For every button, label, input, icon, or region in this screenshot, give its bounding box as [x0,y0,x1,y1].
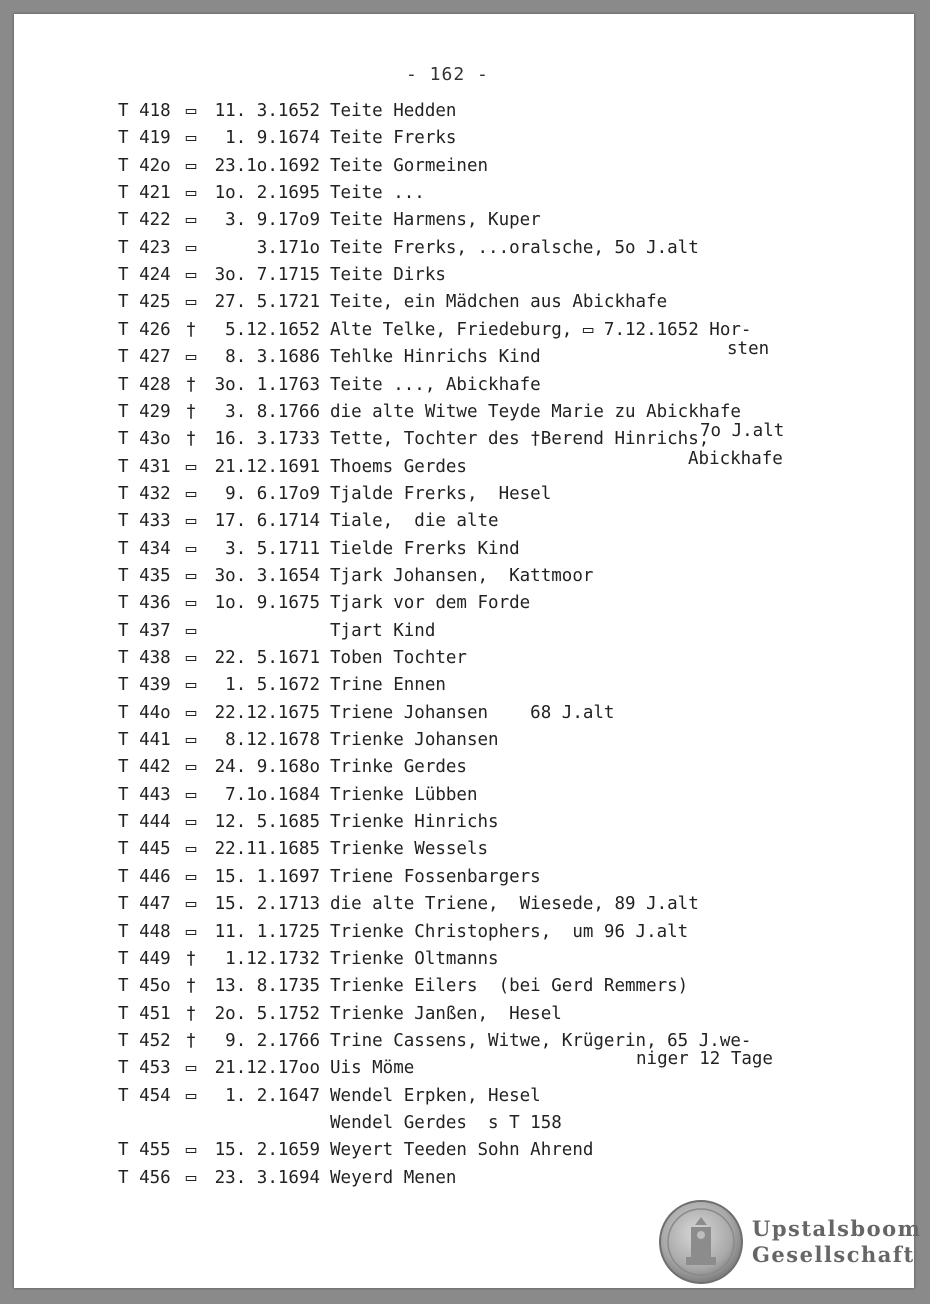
entry-row [118,265,446,285]
entry-id: T 436 [118,593,171,614]
entry-id: T 419 [118,128,171,149]
entry-text: Tjart Kind [330,620,436,641]
entry-date: 3o. 7.1715 [214,265,320,286]
entry-text: Teite Frerks, ...oralsche, 5o J.alt [330,237,699,258]
entry-symbol: ▭ [185,812,197,833]
entry-date: 22.11.1685 [214,839,320,860]
entry-date: 22. 5.1671 [214,648,320,668]
entry-date: 21.12.1691 [214,456,320,477]
entry-text: Tette, Tochter des †Berend Hinrichs, [330,429,710,450]
entry-text: Alte Telke, Friedeburg, ▭ 7.12.1652 Hor- [330,319,752,340]
entry-id: T 424 [118,265,171,286]
entry-symbol: ▭ [185,866,197,887]
entry-id: T 449 [118,948,171,969]
entry-date: 1. 2.1647 [225,1085,320,1106]
entry-row [118,402,741,422]
entry-date: 9. 2.1766 [225,1030,320,1051]
entry-row [118,320,751,340]
entry-id: T 422 [118,210,171,231]
entry-symbol: ▭ [185,1167,197,1188]
entry-date: 13. 8.1735 [214,976,320,997]
entry-symbol: † [185,401,197,422]
entry-row [118,894,699,914]
entry-date: 3o. 1.1763 [214,374,320,395]
entry-id: T 428 [118,374,171,395]
entry-id: T 439 [118,675,171,696]
entry-text: Teite Harmens, Kuper [330,210,541,231]
entry-row [118,703,614,723]
entry-id: T 45o [118,976,171,997]
note-abickhafe: Abickhafe [688,449,783,469]
entry-row [118,183,425,203]
entry-date: 11. 3.1652 [214,101,320,121]
entry-row [118,621,435,641]
entry-date: 23.1o.1692 [214,155,320,176]
entry-date: 5.12.1652 [225,319,320,340]
entry-id: T 456 [118,1167,171,1188]
entry-symbol: ▭ [185,183,197,204]
entry-row [118,347,541,367]
entry-date: 1o. 2.1695 [214,183,320,204]
entry-symbol: ▭ [185,210,197,231]
entry-id: T 421 [118,183,171,204]
entry-date: 16. 3.1733 [214,429,320,450]
entry-row [118,210,541,230]
entry-row [118,675,446,695]
entry-id: T 423 [118,237,171,258]
note-weniger-12-tage: niger 12 Tage [636,1049,773,1069]
entry-symbol: ▭ [185,757,197,778]
entry-id: T 437 [118,620,171,641]
entry-row [118,812,499,832]
entry-id: T 442 [118,757,171,778]
entry-date: 3. 8.1766 [225,401,320,422]
entry-symbol: ▭ [185,237,197,258]
entry-text: Trine Ennen [330,675,446,696]
entry-row [118,511,499,531]
entry-id: T 455 [118,1140,171,1161]
entry-text: Trinke Gerdes [330,757,467,778]
entry-id: T 438 [118,648,171,668]
entry-date: 21.12.17oo [214,1058,320,1079]
entry-symbol: ▭ [185,101,197,121]
note-horsten-continuation: sten [727,339,770,359]
entry-id: T 448 [118,921,171,942]
entry-row [118,429,709,449]
entry-id: T 453 [118,1058,171,1079]
entry-id: T 447 [118,894,171,915]
entry-row [118,457,467,477]
entry-row [118,539,520,559]
entry-date: 3. 5.1711 [225,538,320,559]
entry-symbol: † [185,948,197,969]
entry-date: 15. 2.1713 [214,894,320,915]
entry-text: Teite Gormeinen [330,155,489,176]
entry-row [118,1140,593,1160]
entry-row [118,757,467,777]
entry-text: Tjalde Frerks, Hesel [330,483,552,504]
entry-date: 22.12.1675 [214,702,320,723]
entry-date: 2o. 5.1752 [214,1003,320,1024]
entry-row [118,375,541,395]
entry-id: T 42o [118,155,171,176]
entry-text: Toben Tochter [330,648,467,668]
entry-symbol: ▭ [185,1085,197,1106]
entry-id: T 444 [118,812,171,833]
entry-symbol: ▭ [185,593,197,614]
entry-id: T 44o [118,702,171,723]
entry-text: Tjark Johansen, Kattmoor [330,565,594,586]
entry-symbol: ▭ [185,702,197,723]
entry-row [118,238,699,258]
entry-symbol: † [185,1030,197,1051]
entry-text: Triene Fossenbargers [330,866,541,887]
entry-row [118,566,593,586]
entry-symbol: ▭ [185,839,197,860]
entry-date: 12. 5.1685 [214,812,320,833]
entry-id: T 446 [118,866,171,887]
entry-id: T 445 [118,839,171,860]
entry-date: 7.1o.1684 [225,784,320,805]
entry-date: 24. 9.168o [214,757,320,778]
entry-symbol: ▭ [185,456,197,477]
entry-text: Weyert Teeden Sohn Ahrend [330,1140,594,1161]
entry-id: T 443 [118,784,171,805]
entry-row [118,593,530,613]
entry-symbol: † [185,429,197,450]
entry-text: Teite ..., Abickhafe [330,374,541,395]
entry-row [118,128,456,148]
entry-text: Wendel Erpken, Hesel [330,1085,541,1106]
entry-text: Teite Frerks [330,128,457,149]
entry-date: 23. 3.1694 [214,1167,320,1188]
entry-date: 1.12.1732 [225,948,320,969]
entry-text: Triene Johansen 68 J.alt [330,702,615,723]
entry-row [118,1168,456,1188]
entry-symbol: ▭ [185,511,197,532]
entry-text: Trienke Christophers, um 96 J.alt [330,921,689,942]
entry-date: 1o. 9.1675 [214,593,320,614]
entry-symbol: ▭ [185,921,197,942]
entry-symbol: ▭ [185,784,197,805]
entry-text: Trienke Hinrichs [330,812,499,833]
entry-row [118,1113,562,1133]
entry-id: T 434 [118,538,171,559]
page-number: - 162 - [406,64,489,85]
entry-text: Teite ... [330,183,425,204]
seal-icon [658,1199,744,1285]
entry-text: Trienke Eilers (bei Gerd Remmers) [330,976,689,997]
entry-text: Tjark vor dem Forde [330,593,531,614]
entry-text: Trienke Oltmanns [330,948,499,969]
entry-id: T 432 [118,483,171,504]
entry-row [118,292,667,312]
entry-symbol: ▭ [185,648,197,668]
entry-row [118,648,467,668]
entry-date: 1. 5.1672 [225,675,320,696]
entry-row [118,1058,414,1078]
entry-text: Tiale, die alte [330,511,499,532]
entry-text: Weyerd Menen [330,1167,457,1188]
entry-row [118,976,688,996]
entry-text: Teite Dirks [330,265,446,286]
entry-row [118,867,541,887]
entry-symbol: † [185,1003,197,1024]
entry-text: Tielde Frerks Kind [330,538,520,559]
entry-row [118,101,456,121]
entry-symbol: ▭ [185,620,197,641]
entry-symbol: ▭ [185,565,197,586]
entry-id: T 433 [118,511,171,532]
entry-date: 8. 3.1686 [225,347,320,368]
entry-id: T 425 [118,292,171,313]
entry-id: T 418 [118,101,171,121]
entry-date: 11. 1.1725 [214,921,320,942]
entry-row [118,484,551,504]
entry-symbol: ▭ [185,347,197,368]
society-seal [658,1199,744,1289]
entry-symbol: ▭ [185,894,197,915]
entry-symbol: ▭ [185,128,197,149]
entry-symbol: ▭ [185,483,197,504]
society-name [752,1216,921,1268]
entry-id: T 452 [118,1030,171,1051]
entry-date: 27. 5.1721 [214,292,320,313]
society-name-line1: Upstalsboom [752,1216,922,1241]
entry-id: T 435 [118,565,171,586]
note-age-70: 7o J.alt [700,421,785,441]
entry-text: Uis Möme [330,1058,415,1079]
entry-row [118,730,499,750]
entry-symbol: ▭ [185,730,197,751]
entry-symbol: † [185,976,197,997]
entry-text: die alte Witwe Teyde Marie zu Abickhafe [330,401,741,422]
entry-text: Trienke Johansen [330,730,499,751]
entry-text: Trienke Janßen, Hesel [330,1003,562,1024]
entry-id: T 441 [118,730,171,751]
entry-id: T 431 [118,456,171,477]
entry-symbol: ▭ [185,292,197,313]
entry-id: T 427 [118,347,171,368]
entry-row [118,839,488,859]
entry-id: T 429 [118,401,171,422]
entry-text: Tehlke Hinrichs Kind [330,347,541,368]
society-name-line2: Gesellschaft [752,1242,915,1267]
entry-symbol: ▭ [185,538,197,559]
entry-date: 17. 6.1714 [214,511,320,532]
entry-symbol: ▭ [185,1140,197,1161]
entry-symbol: † [185,374,197,395]
entry-date: 3. 9.17o9 [225,210,320,231]
entry-text: Trine Cassens, Witwe, Krügerin, 65 J.we- [330,1030,752,1051]
entry-row [118,785,478,805]
entry-date: 8.12.1678 [225,730,320,751]
entry-text: Wendel Gerdes s T 158 [330,1112,562,1133]
entry-text: Teite Hedden [330,101,457,121]
entry-text: Trienke Lübben [330,784,478,805]
entry-text: die alte Triene, Wiesede, 89 J.alt [330,894,699,915]
entry-date: 3o. 3.1654 [214,565,320,586]
entry-row [118,949,499,969]
entry-symbol: ▭ [185,1058,197,1079]
entry-date: 3.171o [256,237,320,258]
entry-row [118,1004,562,1024]
entry-text: Trienke Wessels [330,839,489,860]
entry-text: Teite, ein Mädchen aus Abickhafe [330,292,668,313]
entry-text: Thoems Gerdes [330,456,467,477]
entry-symbol: ▭ [185,265,197,286]
entry-row [118,156,488,176]
entry-row [118,1031,751,1051]
entry-date: 15. 2.1659 [214,1140,320,1161]
entry-date: 15. 1.1697 [214,866,320,887]
entry-id: T 451 [118,1003,171,1024]
entry-id: T 43o [118,429,171,450]
entry-date: 9. 6.17o9 [225,483,320,504]
entry-id: T 454 [118,1085,171,1106]
entry-symbol: ▭ [185,675,197,696]
entry-row [118,922,688,942]
entry-symbol: ▭ [185,155,197,176]
entry-date: 1. 9.1674 [225,128,320,149]
entry-row [118,1086,541,1106]
entry-symbol: † [185,319,197,340]
entry-id: T 426 [118,319,171,340]
